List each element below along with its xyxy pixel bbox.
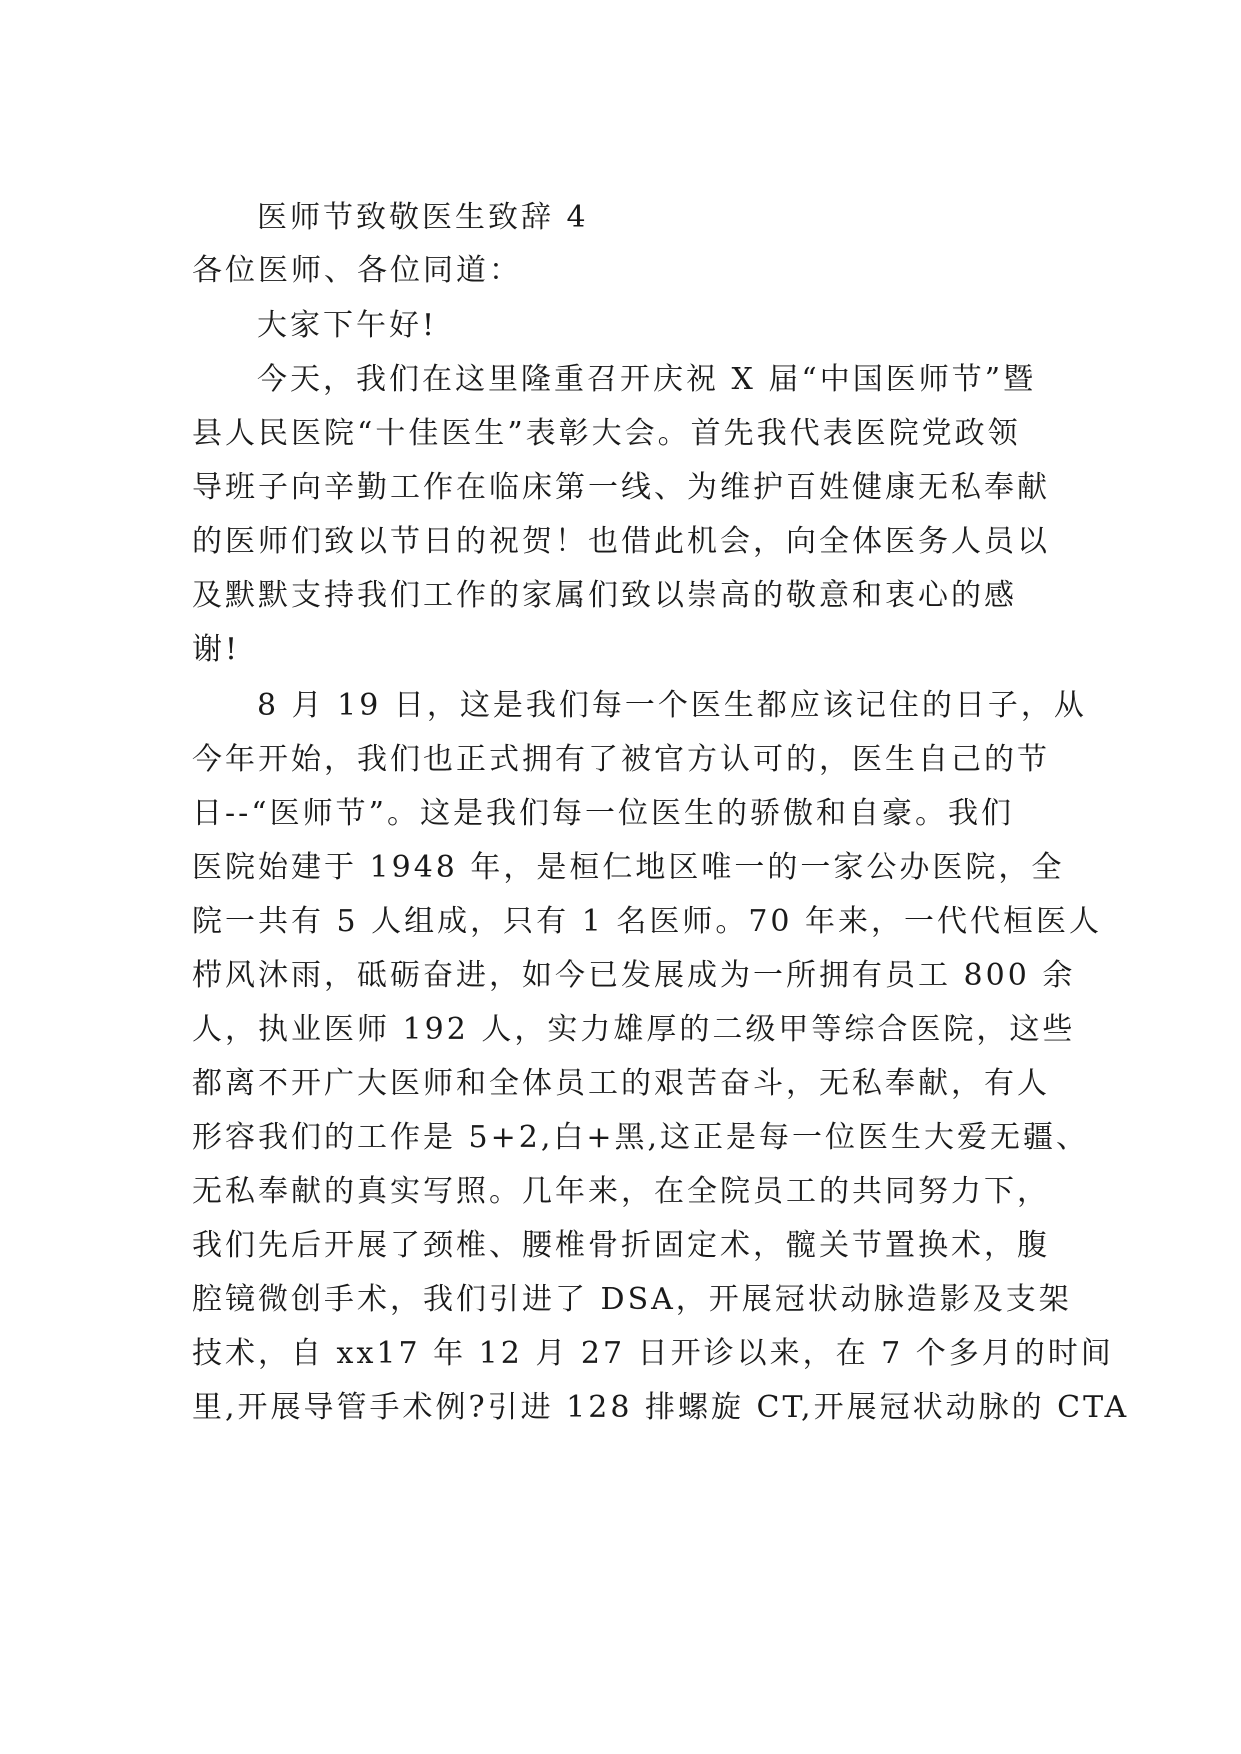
paragraph-line: 都离不开广大医师和全体员工的艰苦奋斗，无私奉献，有人 xyxy=(192,1066,1050,1101)
paragraph-line: 今天，我们在这里隆重召开庆祝 X 届“中国医师节”暨 xyxy=(257,362,1037,397)
salutation: 各位医师、各位同道： xyxy=(192,253,522,288)
paragraph-line: 导班子向辛勤工作在临床第一线、为维护百姓健康无私奉献 xyxy=(192,470,1050,505)
paragraph-line: 今年开始，我们也正式拥有了被官方认可的，医生自己的节 xyxy=(192,742,1050,777)
paragraph-line: 技术，自 xx17 年 12 月 27 日开诊以来，在 7 个多月的时间 xyxy=(192,1336,1114,1371)
paragraph-line: 无私奉献的真实写照。几年来，在全院员工的共同努力下， xyxy=(192,1174,1050,1209)
paragraph-line: 及默默支持我们工作的家属们致以崇高的敬意和衷心的感 xyxy=(192,578,1017,613)
paragraph-line: 腔镜微创手术，我们引进了 DSA，开展冠状动脉造影及支架 xyxy=(192,1282,1072,1317)
paragraph-line: 谢! xyxy=(192,632,241,667)
paragraph-line: 县人民医院“十佳医生”表彰大会。首先我代表医院党政领 xyxy=(192,416,1021,451)
document-title: 医师节致敬医生致辞 4 xyxy=(257,200,589,235)
paragraph-line: 形容我们的工作是 5+2,白+黑,这正是每一位医生大爱无疆、 xyxy=(192,1120,1090,1155)
greeting: 大家下午好! xyxy=(257,308,438,343)
paragraph-line: 医院始建于 1948 年，是桓仁地区唯一的一家公办医院，全 xyxy=(192,850,1065,885)
paragraph-line: 日--“医师节”。这是我们每一位医生的骄傲和自豪。我们 xyxy=(192,796,1014,831)
paragraph-line: 里,开展导管手术例?引进 128 排螺旋 CT,开展冠状动脉的 CTA xyxy=(192,1390,1130,1425)
paragraph-line: 8 月 19 日，这是我们每一个医生都应该记住的日子，从 xyxy=(257,688,1087,723)
paragraph-line: 的医师们致以节日的祝贺！也借此机会，向全体医务人员以 xyxy=(192,524,1050,559)
paragraph-line: 我们先后开展了颈椎、腰椎骨折固定术，髋关节置换术，腹 xyxy=(192,1228,1050,1263)
paragraph-line: 院一共有 5 人组成，只有 1 名医师。70 年来，一代代桓医人 xyxy=(192,904,1103,939)
paragraph-line: 人，执业医师 192 人，实力雄厚的二级甲等综合医院，这些 xyxy=(192,1012,1076,1047)
paragraph-line: 栉风沐雨，砥砺奋进，如今已发展成为一所拥有员工 800 余 xyxy=(192,958,1076,993)
